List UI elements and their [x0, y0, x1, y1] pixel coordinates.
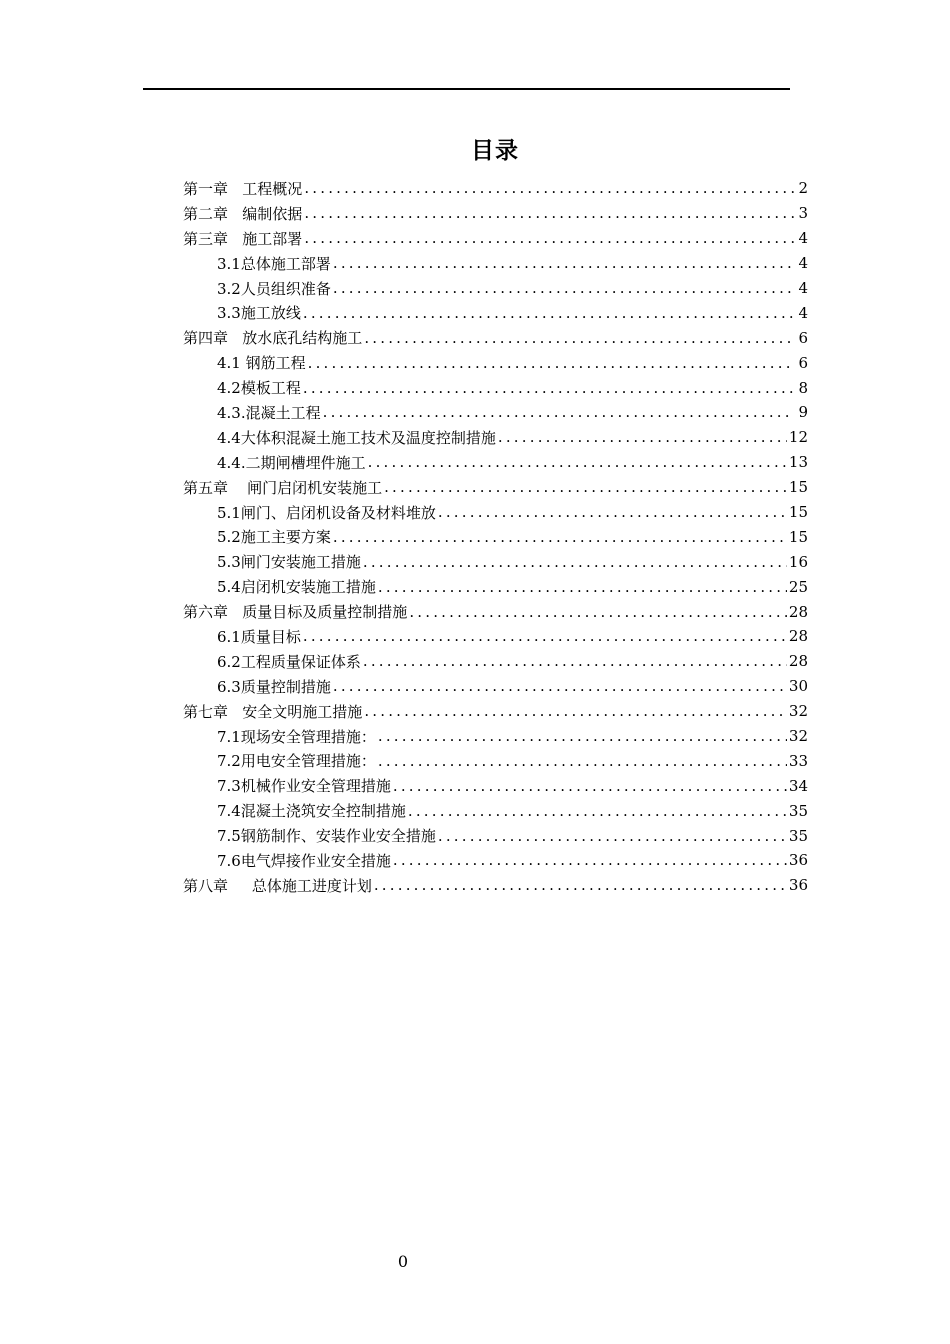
toc-entry-page: 28 [788, 627, 808, 646]
toc-entry[interactable] [183, 649, 808, 674]
toc-entry[interactable] [183, 848, 808, 873]
toc-entry[interactable] [183, 300, 808, 325]
toc-entry[interactable] [183, 748, 808, 773]
header-rule [143, 88, 790, 90]
toc-entry-text: 3.1总体施工部署 [217, 254, 331, 273]
toc-entry-page: 33 [788, 751, 808, 770]
toc-entry-text: 3.3施工放线 [217, 304, 301, 323]
toc-entry-text: 7.6电气焊接作业安全措施 [217, 851, 391, 870]
toc-entry[interactable] [183, 276, 808, 301]
toc-dot-leader [438, 827, 787, 845]
toc-entry[interactable] [183, 450, 808, 475]
toc-entry[interactable] [183, 201, 808, 226]
toc-entry-text: 4.2模板工程 [217, 379, 301, 398]
toc-entry-text: 6.1质量目标 [217, 627, 301, 646]
toc-entry-text: 5.2施工主要方案 [217, 528, 331, 547]
toc-entry-page: 25 [788, 577, 808, 596]
page-number: 0 [397, 1252, 409, 1271]
toc-entry[interactable] [183, 375, 808, 400]
toc-entry-page: 6 [798, 328, 808, 347]
toc-dot-leader [374, 876, 787, 894]
toc-dot-leader [368, 453, 787, 471]
toc-entry-page: 4 [798, 254, 808, 273]
toc-entry[interactable] [183, 798, 808, 823]
toc-entry-text: 第三章 施工部署 [183, 229, 303, 248]
toc-entry-text: 5.1闸门、启闭机设备及材料堆放 [217, 503, 436, 522]
toc-dot-leader [384, 478, 787, 496]
toc-entry-page: 3 [798, 204, 808, 223]
toc-entry-text: 第五章 闸门启闭机安装施工 [183, 478, 383, 497]
toc-entry-page: 28 [788, 652, 808, 671]
toc-entry-page: 15 [788, 478, 808, 497]
toc-entry[interactable] [183, 251, 808, 276]
toc-dot-leader [364, 329, 794, 347]
toc-entry-text: 4.4.二期闸槽埋件施工 [217, 453, 366, 472]
toc-dot-leader [333, 528, 787, 546]
toc-entry-page: 15 [788, 527, 808, 546]
toc-dot-leader [304, 229, 794, 247]
toc-entry[interactable] [183, 624, 808, 649]
toc-dot-leader [333, 677, 787, 695]
toc-dot-leader [363, 553, 787, 571]
toc-dot-leader [378, 752, 787, 770]
toc-entry-page: 4 [798, 279, 808, 297]
toc-dot-leader [333, 254, 794, 272]
toc-entry-text: 6.3质量控制措施 [217, 677, 331, 696]
toc-entry-page: 15 [788, 503, 808, 522]
toc-entry-page: 12 [788, 428, 808, 447]
table-of-contents [183, 176, 808, 898]
toc-entry[interactable] [183, 524, 808, 549]
toc-entry-text: 第七章 安全文明施工措施 [183, 702, 363, 721]
toc-dot-leader [308, 354, 794, 372]
toc-dot-leader [333, 279, 794, 297]
toc-entry-page: 34 [788, 776, 808, 795]
toc-entry-text: 第二章 编制依据 [183, 204, 303, 223]
toc-dot-leader [303, 627, 787, 645]
toc-entry-page: 9 [798, 403, 808, 422]
toc-entry-text: 4.3.混凝土工程 [217, 403, 321, 422]
toc-entry-page: 4 [798, 303, 808, 322]
toc-entry-text: 6.2工程质量保证体系 [217, 652, 361, 671]
toc-entry[interactable] [183, 549, 808, 574]
toc-dot-leader [364, 702, 787, 720]
toc-entry-page: 36 [788, 876, 808, 895]
toc-dot-leader [409, 603, 787, 621]
toc-entry-page: 28 [788, 602, 808, 621]
toc-entry-page: 30 [788, 677, 808, 696]
toc-dot-leader [438, 503, 787, 521]
toc-entry-page: 6 [798, 353, 808, 372]
toc-dot-leader [304, 204, 794, 222]
toc-dot-leader [393, 851, 787, 869]
toc-entry[interactable] [183, 699, 808, 724]
toc-entry-text: 7.4混凝土浇筑安全控制措施 [217, 802, 406, 821]
toc-entry-text: 7.3机械作业安全管理措施 [217, 777, 391, 796]
toc-entry-page: 13 [788, 453, 808, 472]
toc-entry-text: 3.2人员组织准备 [217, 279, 331, 298]
toc-entry[interactable] [183, 599, 808, 624]
toc-entry-text: 4.1 钢筋工程 [217, 354, 306, 373]
toc-entry-text: 5.3闸门安装施工措施 [217, 553, 361, 572]
toc-entry-page: 16 [788, 552, 808, 571]
toc-entry[interactable] [183, 350, 808, 375]
toc-entry-text: 第八章 总体施工进度计划 [183, 876, 372, 895]
toc-dot-leader [498, 428, 787, 446]
toc-dot-leader [363, 652, 787, 670]
toc-entry[interactable] [183, 773, 808, 798]
toc-dot-leader [393, 777, 787, 795]
toc-title: 目录 [471, 138, 519, 164]
toc-dot-leader [378, 578, 787, 596]
toc-dot-leader [378, 727, 787, 745]
toc-entry[interactable] [183, 226, 808, 251]
toc-entry-page: 35 [788, 801, 808, 820]
toc-entry[interactable] [183, 574, 808, 599]
toc-dot-leader [323, 403, 794, 421]
toc-entry-text: 第一章 工程概况 [183, 179, 303, 198]
toc-entry-text: 5.4启闭机安装施工措施 [217, 578, 376, 597]
toc-entry[interactable] [183, 400, 808, 425]
toc-entry-text: 7.1现场安全管理措施： [217, 727, 376, 746]
toc-entry-page: 8 [798, 378, 808, 397]
toc-dot-leader [408, 802, 787, 820]
toc-entry[interactable] [183, 176, 808, 201]
toc-entry-text: 7.5钢筋制作、安装作业安全措施 [217, 827, 436, 846]
toc-entry-text: 7.2用电安全管理措施： [217, 752, 376, 771]
toc-entry-page: 32 [788, 727, 808, 746]
toc-entry-text: 第四章 放水底孔结构施工 [183, 329, 363, 348]
toc-entry-text: 第六章 质量目标及质量控制措施 [183, 603, 408, 622]
toc-entry-page: 4 [798, 229, 808, 248]
toc-entry[interactable] [183, 425, 808, 450]
toc-dot-leader [303, 379, 794, 397]
toc-entry[interactable] [183, 325, 808, 350]
toc-entry[interactable] [183, 500, 808, 525]
toc-dot-leader [304, 179, 794, 197]
toc-entry-text: 4.4大体积混凝土施工技术及温度控制措施 [217, 428, 496, 447]
toc-entry[interactable] [183, 674, 808, 699]
toc-dot-leader [303, 304, 794, 322]
toc-entry-page: 2 [798, 179, 808, 198]
toc-entry-page: 32 [788, 702, 808, 721]
toc-entry[interactable] [183, 873, 808, 898]
toc-entry[interactable] [183, 475, 808, 500]
toc-entry[interactable] [183, 823, 808, 848]
toc-entry[interactable] [183, 724, 808, 749]
toc-entry-page: 35 [788, 826, 808, 845]
toc-entry-page: 36 [788, 851, 808, 870]
